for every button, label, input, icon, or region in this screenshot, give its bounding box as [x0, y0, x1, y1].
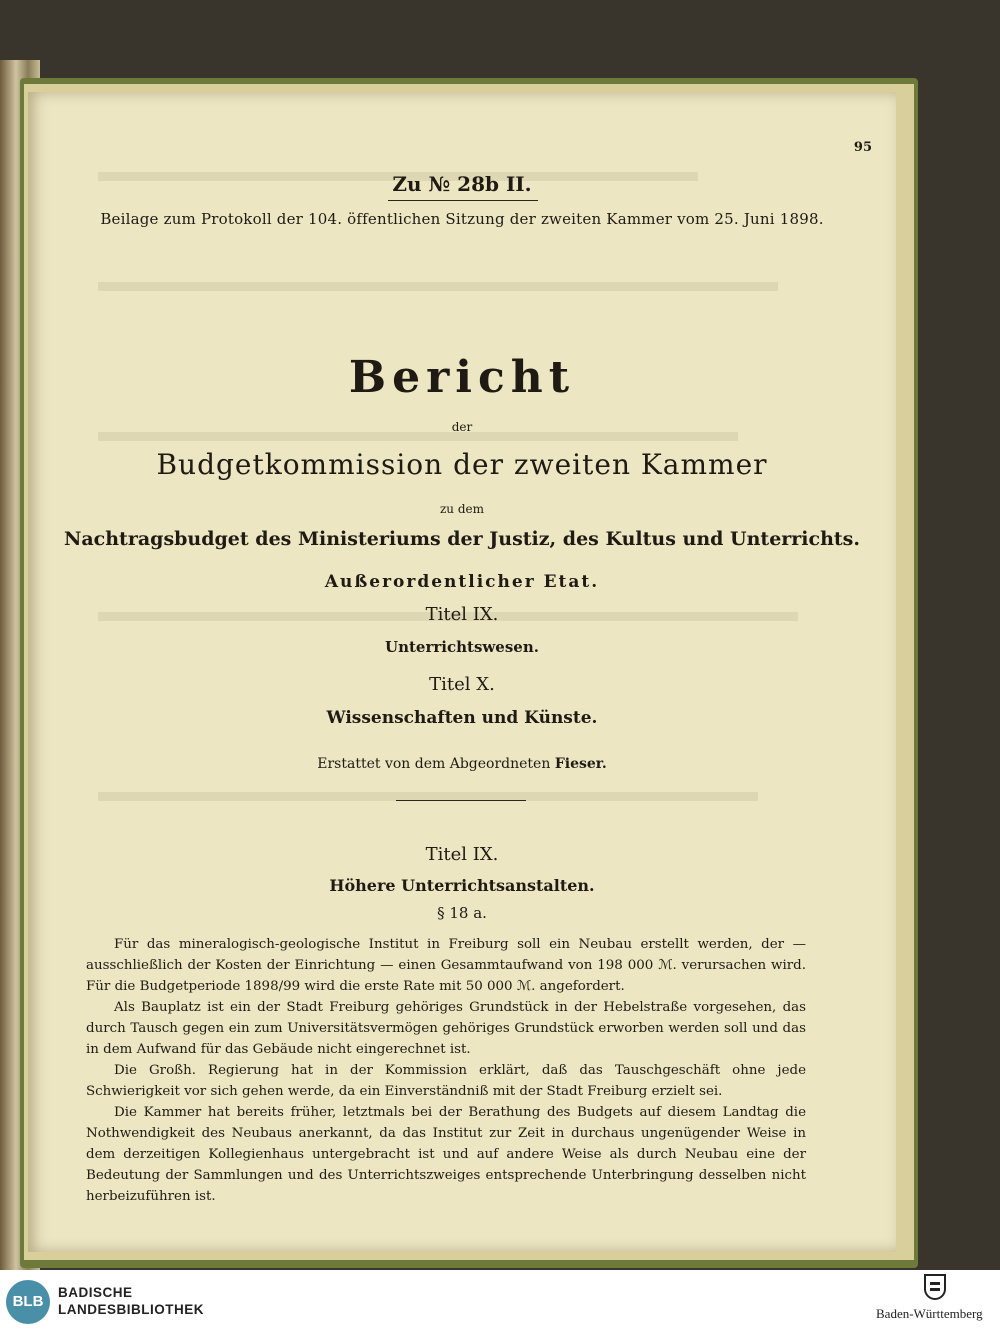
reporter-prefix: Erstattet von dem Abgeordneten — [317, 756, 551, 772]
document-reference: Zu № 28b II. — [392, 172, 532, 196]
body-paragraph: Als Bauplatz ist ein der Stadt Freiburg gehöriges Grundstück in der Hebelstraße vorgesehen, das durch Tausch gegen ein zum Universitätsvermögen gehöriges Grundstück erworben werden soll und das in dem Aufwand für das Gebäude nicht eingerechnet ist. — [86, 1000, 806, 1057]
library-name — [58, 1284, 204, 1318]
etat-heading: Außerordentlicher Etat. — [324, 572, 600, 592]
page-number: 95 — [853, 140, 872, 155]
titel-ix-heading: Titel IX. — [425, 604, 499, 625]
blb-logo[interactable]: BLB — [6, 1280, 50, 1324]
section-paragraph: § 18 a. — [437, 904, 487, 922]
title-der: der — [451, 420, 473, 434]
report-subject: Nachtragsbudget des Ministeriums der Justiz, des Kultus und Unterrichts. — [64, 528, 860, 550]
body-paragraph: Die Großh. Regierung hat in der Kommission erklärt, daß das Tauschgeschäft ohne jede Schwierigkeit vor sich gehen werde, da ein Einverständniß mit der Stadt Freiburg erzielt sei. — [86, 1063, 806, 1099]
title-zu-dem: zu dem — [439, 502, 485, 516]
titel-ix-name: Unterrichtswesen. — [385, 638, 539, 656]
section-titel: Titel IX. — [425, 844, 499, 865]
document-page — [28, 92, 896, 1252]
reporter-line — [28, 756, 896, 772]
titel-x-heading: Titel X. — [429, 674, 495, 695]
coat-of-arms-icon — [924, 1274, 946, 1300]
state-name: Baden-Württemberg — [876, 1306, 983, 1321]
body-paragraph: Die Kammer hat bereits früher, letztmals bei der Berathung des Budgets auf diesem Landtag die Nothwendigkeit des Neubaus anerkannt, da das Institut zur Zeit in durchaus ungenügender Weise in dem derzeitigen Kollegienhaus untergebracht ist und auf andere Weise als durch Neubau eine der Bedeutung der Sammlungen und des Unterrichtszweiges entsprechende Unterbringung desselben nicht herbeizuführen ist. — [86, 1105, 806, 1204]
reporter-name: Fieser. — [554, 756, 607, 772]
commission-name: Budgetkommission der zweiten Kammer — [156, 448, 768, 481]
body-text — [86, 934, 806, 1207]
viewer-footer — [0, 1270, 1000, 1330]
section-name: Höhere Unterrichtsanstalten. — [329, 876, 595, 895]
separator-line — [396, 800, 526, 801]
report-title: Bericht — [348, 352, 576, 403]
library-name-line1: BADISCHE — [58, 1285, 133, 1300]
body-paragraph: Für das mineralogisch-geologische Institut in Freiburg soll ein Neubau erstellt werden, der — ausschließlich der Kosten der Einrichtung — einen Gesammtaufwand von 198 000 ℳ. verursachen wird. Für die Budgetperiode 1898/99 wird die erste Rate mit 50 000 ℳ. angefordert. — [86, 937, 806, 994]
reference-underline — [388, 200, 538, 201]
protocol-note: Beilage zum Protokoll der 104. öffentlichen Sitzung der zweiten Kammer vom 25. Juni 1898. — [100, 210, 824, 228]
titel-x-name: Wissenschaften und Künste. — [326, 708, 598, 728]
show-through — [98, 282, 778, 291]
library-name-line2: LANDESBIBLIOTHEK — [58, 1302, 204, 1317]
